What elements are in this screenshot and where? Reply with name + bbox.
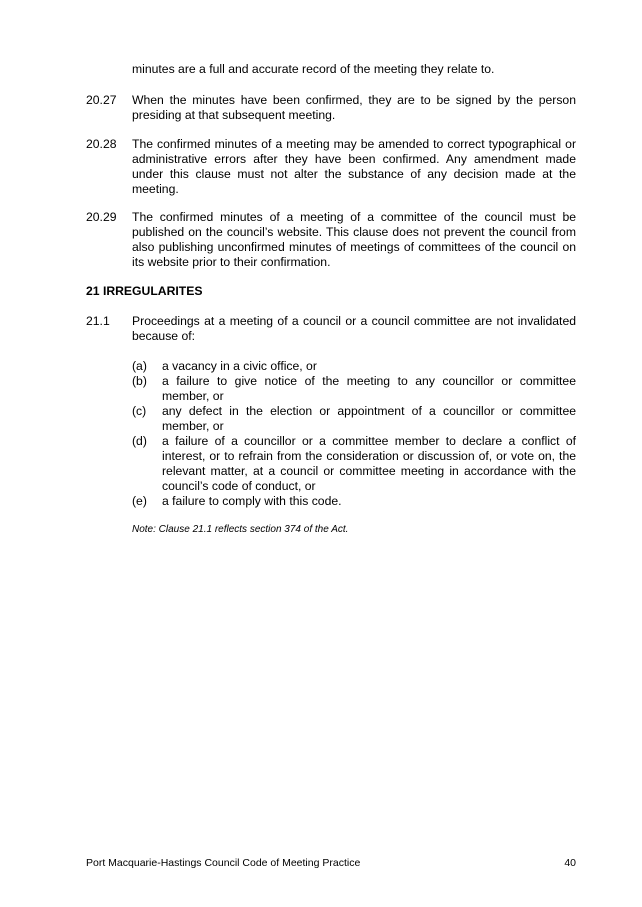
list-item	[132, 359, 576, 374]
clause-number: 20.29	[86, 210, 117, 224]
list-item-text: a failure to comply with this code.	[162, 494, 342, 508]
list-item-label: (b)	[132, 374, 147, 388]
list-item-text: a failure to give notice of the meeting to any councillor or committee member, or	[162, 374, 576, 403]
list-item-label: (e)	[132, 494, 147, 508]
clause-text: Proceedings at a meeting of a council or a council committee are not invalidated because of:	[132, 314, 576, 343]
clause-20-28	[86, 137, 576, 197]
clause-20-27	[86, 93, 576, 123]
continuation-text: minutes are a full and accurate record of the meeting they relate to.	[132, 62, 495, 76]
list-item	[132, 434, 576, 494]
clause-20-29	[86, 210, 576, 270]
list-item-label: (d)	[132, 434, 147, 448]
clause-text: When the minutes have been confirmed, they are to be signed by the person presiding at that subsequent meeting.	[132, 93, 576, 122]
list-item-text: a failure of a councillor or a committee member to declare a conflict of interest, or to refrain from the consideration or discussion of, or vote on, the relevant matter, at a council or committee meeting in accordance with the council’s code of conduct, or	[162, 434, 576, 493]
section-heading: 21 IRREGULARITES	[86, 284, 203, 298]
list-item-text: a vacancy in a civic office, or	[162, 359, 317, 373]
clause-number: 20.28	[86, 137, 117, 151]
clause-text: The confirmed minutes of a meeting of a committee of the council must be published on the council’s website. This clause does not prevent the council from also publishing unconfirmed minutes of meetings of committees of the council on its website prior to their confirmation.	[132, 210, 576, 269]
footer-title: Port Macquarie-Hastings Council Code of Meeting Practice	[86, 857, 361, 869]
clause-number: 21.1	[86, 314, 110, 328]
list-item	[132, 494, 576, 509]
note-text: Note: Clause 21.1 reflects section 374 of the Act.	[132, 524, 349, 535]
clause-number: 20.27	[86, 93, 117, 107]
list-item	[132, 374, 576, 404]
page-number: 40	[564, 857, 576, 869]
list-item-text: any defect in the election or appointment of a councillor or committee member, or	[162, 404, 576, 433]
list-item-label: (a)	[132, 359, 147, 373]
list-item	[132, 404, 576, 434]
clause-text: The confirmed minutes of a meeting may be amended to correct typographical or administrative errors after they have been confirmed. Any amendment made under this clause must not alter the substance of any decision made at the meeting.	[132, 137, 576, 196]
list-item-label: (c)	[132, 404, 147, 418]
irregularities-list	[132, 359, 576, 509]
clause-21-1	[86, 314, 576, 344]
